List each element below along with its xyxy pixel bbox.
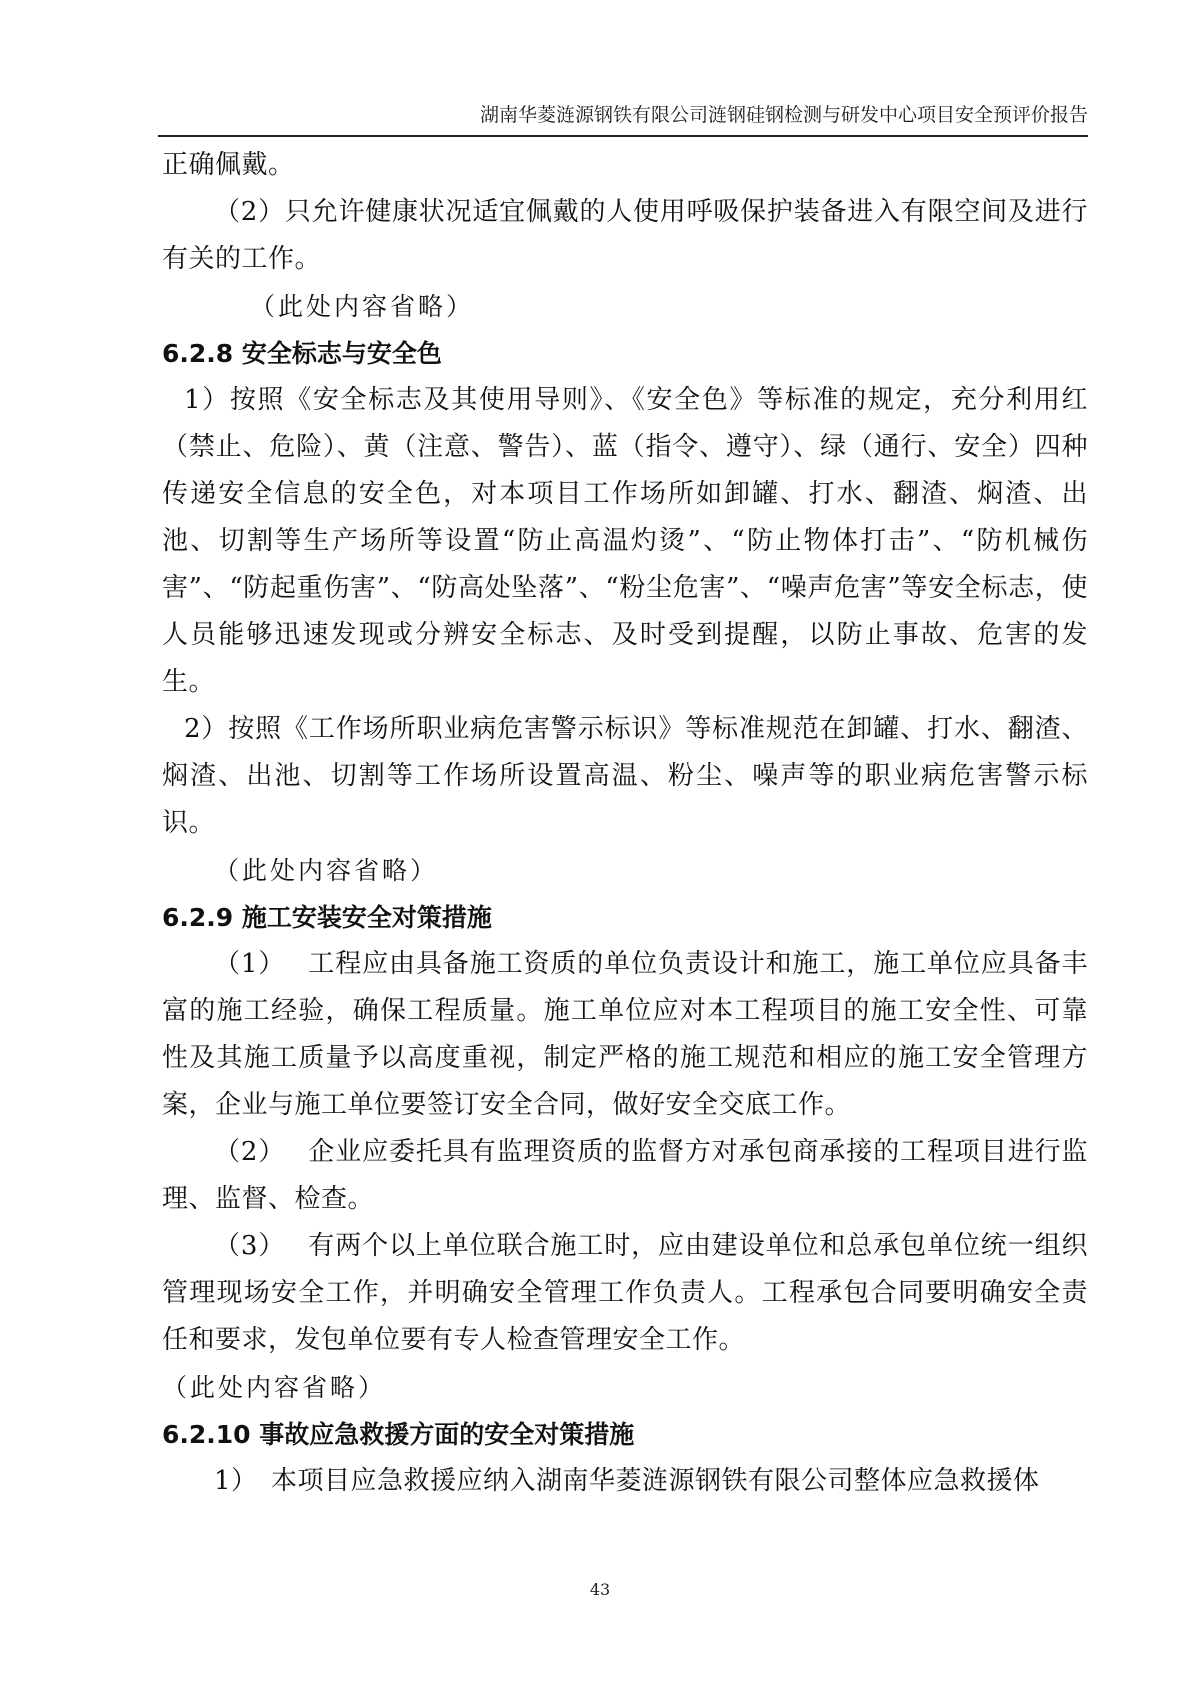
paragraph-continuation: 正确佩戴。 <box>162 150 295 180</box>
page-header: 湖南华菱涟源钢铁有限公司涟钢硅钢检测与研发中心项目安全预评价报告 <box>479 104 1088 126</box>
paragraph-emergency-rescue: 1） 本项目应急救援应纳入湖南华菱涟源钢铁有限公司整体应急救援体 <box>214 1466 1040 1496</box>
paragraph-joint-construction: （3） 有两个以上单位联合施工时，应由建设单位和总承包单位统一组织管理现场安全工作，并明确安全管理工作负责人。工程承包合同要明确安全责任和要求，发包单位要有专人检查管理安全工作。 <box>162 1231 1088 1355</box>
section-heading-6-2-9: 6.2.9 施工安装安全对策措施 <box>162 903 492 932</box>
header-rule <box>158 135 1088 137</box>
paragraph-supervision: （2） 企业应委托具有监理资质的监督方对承包商承接的工程项目进行监理、监督、检查。 <box>162 1137 1088 1214</box>
omitted-content-note: （此处内容省略） <box>214 856 439 885</box>
section-heading-6-2-8: 6.2.8 安全标志与安全色 <box>162 339 442 368</box>
omitted-content-note: （此处内容省略） <box>250 292 475 321</box>
section-heading-6-2-10: 6.2.10 事故应急救援方面的安全对策措施 <box>162 1420 635 1449</box>
omitted-content-note: （此处内容省略） <box>162 1373 387 1402</box>
page-number: 43 <box>589 1580 611 1599</box>
page-body <box>162 142 1088 1505</box>
paragraph-respirator-health: （2）只允许健康状况适宜佩戴的人使用呼吸保护装备进入有限空间及进行有关的工作。 <box>162 197 1088 274</box>
paragraph-occupational-hazard-signs: 2）按照《工作场所职业病危害警示标识》等标准规范在卸罐、打水、翻渣、焖渣、出池、切割等工作场所设置高温、粉尘、噪声等的职业病危害警示标识。 <box>162 714 1088 838</box>
paragraph-safety-signs: 1）按照《安全标志及其使用导则》、《安全色》等标准的规定，充分利用红（禁止、危险）、黄（注意、警告）、蓝（指令、遵守）、绿（通行、安全）四种传递安全信息的安全色，对本项目工作场所如卸罐、打水、翻渣、焖渣、出池、切割等生产场所等设置“防止高温灼烫”、“防止物体打击”、“防机械伤害”、“防起重伤害”、“防高处坠落”、“粉尘危害”、“噪声危害”等安全标志，使人员能够迅速发现或分辨安全标志、及时受到提醒，以防止事故、危害的发生。 <box>162 385 1088 697</box>
paragraph-construction-qualification: （1） 工程应由具备施工资质的单位负责设计和施工，施工单位应具备丰富的施工经验，确保工程质量。施工单位应对本工程项目的施工安全性、可靠性及其施工质量予以高度重视，制定严格的施工规范和相应的施工安全管理方案，企业与施工单位要签订安全合同，做好安全交底工作。 <box>162 949 1088 1120</box>
